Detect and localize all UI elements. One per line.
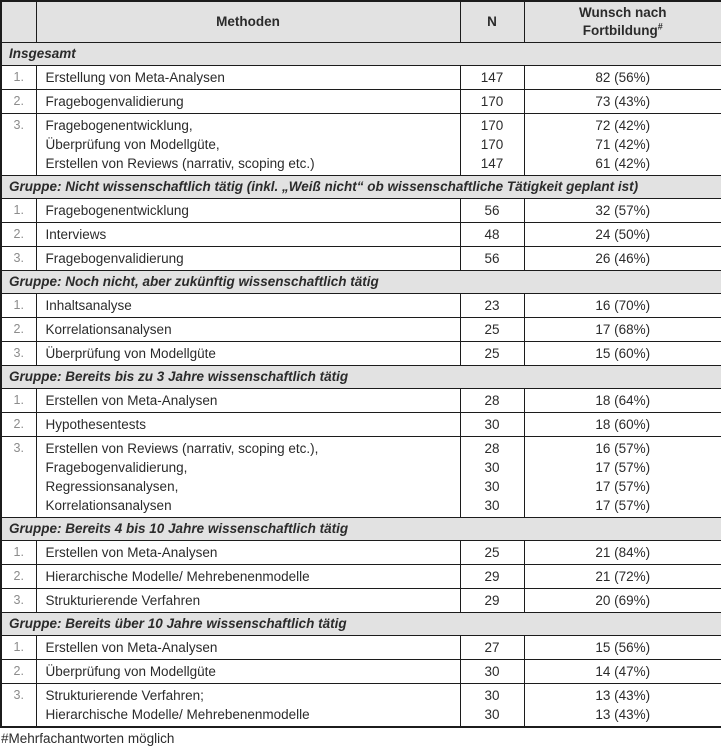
wish-cell-line: 14 (47%) xyxy=(595,664,651,679)
wish-cell-line: 61 (42%) xyxy=(595,156,651,171)
section-title: Gruppe: Nicht wissenschaftlich tätig (inkl. „Weiß nicht“ ob wissenschaftliche Tätigkeit geplant ist) xyxy=(1,176,721,199)
n-cell-line: 30 xyxy=(484,688,500,703)
wish-cell-line: 13 (43%) xyxy=(595,688,651,703)
data-row xyxy=(1,199,721,223)
section-title: Gruppe: Bereits über 10 Jahre wissenschaftlich tätig xyxy=(1,613,721,636)
data-row xyxy=(1,437,721,518)
n-cell xyxy=(460,114,524,176)
n-cell xyxy=(460,565,524,589)
n-cell-line: 30 xyxy=(484,664,500,679)
header-wish-line2: Fortbildung xyxy=(582,23,658,38)
n-cell-line: 170 xyxy=(480,137,504,152)
data-row xyxy=(1,223,721,247)
section-title: Gruppe: Noch nicht, aber zukünftig wissenschaftlich tätig xyxy=(1,271,721,294)
table-body xyxy=(1,43,721,728)
section-header-row xyxy=(1,176,721,199)
rank-cell: 3. xyxy=(1,247,36,271)
methods-cell-line: Erstellung von Meta-Analysen xyxy=(45,70,225,85)
wish-cell-line: 16 (57%) xyxy=(595,441,651,456)
section-header-row xyxy=(1,518,721,541)
wish-cell xyxy=(524,247,721,271)
n-cell-line: 25 xyxy=(484,545,500,560)
methods-cell-line: Fragebogenvalidierung xyxy=(45,251,184,266)
methods-cell-line: Fragebogenvalidierung xyxy=(45,94,184,109)
rank-cell: 3. xyxy=(1,684,36,728)
n-cell-line: 147 xyxy=(480,70,504,85)
data-row xyxy=(1,318,721,342)
wish-cell xyxy=(524,294,721,318)
n-cell-line: 170 xyxy=(480,118,504,133)
wish-cell xyxy=(524,660,721,684)
n-cell-line: 56 xyxy=(484,251,500,266)
n-cell-line: 29 xyxy=(484,569,500,584)
methods-cell-line: Erstellen von Meta-Analysen xyxy=(45,640,218,655)
header-wish-footnote-marker: # xyxy=(657,21,663,32)
wish-cell-line: 71 (42%) xyxy=(595,137,651,152)
n-cell-line: 25 xyxy=(484,346,500,361)
n-cell-line: 147 xyxy=(480,156,504,171)
section-header-row xyxy=(1,43,721,66)
rank-cell: 1. xyxy=(1,541,36,565)
data-row xyxy=(1,565,721,589)
wish-cell-line: 17 (68%) xyxy=(595,322,651,337)
methods-cell-line: Überprüfung von Modellgüte xyxy=(45,664,216,679)
wish-cell-line: 17 (57%) xyxy=(595,498,651,513)
data-row xyxy=(1,541,721,565)
methods-cell xyxy=(36,684,460,728)
n-cell xyxy=(460,199,524,223)
wish-cell-line: 82 (56%) xyxy=(595,70,651,85)
methods-cell xyxy=(36,541,460,565)
wish-cell-line: 18 (64%) xyxy=(595,393,651,408)
wish-cell xyxy=(524,413,721,437)
wish-cell-line: 26 (46%) xyxy=(595,251,651,266)
methods-cell-line: Erstellen von Reviews (narrativ, scoping etc.) xyxy=(45,156,315,171)
methods-cell-line: Hierarchische Modelle/ Mehrebenenmodelle xyxy=(45,707,310,722)
n-cell-line: 30 xyxy=(484,460,500,475)
table-header xyxy=(1,1,721,43)
methods-cell-line: Fragebogenentwicklung, xyxy=(45,118,193,133)
methods-cell-line: Interviews xyxy=(45,227,107,242)
methods-cell xyxy=(36,294,460,318)
data-row xyxy=(1,247,721,271)
methods-cell xyxy=(36,223,460,247)
data-row xyxy=(1,389,721,413)
header-n-cell: N xyxy=(460,1,524,43)
n-cell-line: 29 xyxy=(484,593,500,608)
section-header-row xyxy=(1,271,721,294)
data-row xyxy=(1,90,721,114)
methods-cell-line: Hypothesentests xyxy=(45,417,147,432)
n-cell-line: 30 xyxy=(484,417,500,432)
header-row xyxy=(1,1,721,43)
wish-cell-line: 13 (43%) xyxy=(595,707,651,722)
wish-cell xyxy=(524,114,721,176)
n-cell xyxy=(460,636,524,660)
rank-cell: 2. xyxy=(1,660,36,684)
methods-cell-line: Fragebogenentwicklung xyxy=(45,203,189,218)
n-cell xyxy=(460,66,524,90)
wish-cell-line: 72 (42%) xyxy=(595,118,651,133)
wish-cell-line: 17 (57%) xyxy=(595,460,651,475)
n-cell-line: 170 xyxy=(480,94,504,109)
data-row xyxy=(1,294,721,318)
rank-cell: 1. xyxy=(1,294,36,318)
n-cell-line: 56 xyxy=(484,203,500,218)
wish-cell xyxy=(524,223,721,247)
methods-cell-line: Fragebogenvalidierung, xyxy=(45,460,188,475)
methods-cell-line: Korrelationsanalysen xyxy=(45,498,172,513)
wish-cell xyxy=(524,66,721,90)
n-cell xyxy=(460,589,524,613)
wish-cell xyxy=(524,636,721,660)
rank-cell: 2. xyxy=(1,318,36,342)
header-wish-cell xyxy=(524,1,721,43)
methods-cell xyxy=(36,90,460,114)
methods-cell-line: Erstellen von Meta-Analysen xyxy=(45,545,218,560)
section-header-row xyxy=(1,366,721,389)
rank-cell: 1. xyxy=(1,199,36,223)
data-row xyxy=(1,589,721,613)
wish-cell-line: 21 (72%) xyxy=(595,569,651,584)
data-row xyxy=(1,636,721,660)
rank-cell: 3. xyxy=(1,589,36,613)
methods-cell xyxy=(36,114,460,176)
methods-cell xyxy=(36,413,460,437)
methods-cell xyxy=(36,66,460,90)
data-row xyxy=(1,114,721,176)
methods-cell-line: Regressionsanalysen, xyxy=(45,479,179,494)
data-row xyxy=(1,66,721,90)
wish-cell-line: 17 (57%) xyxy=(595,479,651,494)
wish-cell-line: 15 (56%) xyxy=(595,640,651,655)
wish-cell-line: 16 (70%) xyxy=(595,298,651,313)
wish-cell xyxy=(524,541,721,565)
wish-cell xyxy=(524,565,721,589)
methods-cell-line: Korrelationsanalysen xyxy=(45,322,172,337)
wish-cell xyxy=(524,199,721,223)
wish-cell-line: 20 (69%) xyxy=(595,593,651,608)
n-cell xyxy=(460,223,524,247)
rank-cell: 3. xyxy=(1,342,36,366)
n-cell-line: 25 xyxy=(484,322,500,337)
methods-cell-line: Strukturierende Verfahren; xyxy=(45,688,204,703)
header-rank-cell xyxy=(1,1,36,43)
n-cell xyxy=(460,247,524,271)
wish-cell-line: 21 (84%) xyxy=(595,545,651,560)
methods-cell-line: Hierarchische Modelle/ Mehrebenenmodelle xyxy=(45,569,310,584)
wish-cell-line: 18 (60%) xyxy=(595,417,651,432)
section-title: Insgesamt xyxy=(1,43,721,66)
methods-cell-line: Strukturierende Verfahren xyxy=(45,593,201,608)
section-title: Gruppe: Bereits bis zu 3 Jahre wissenschaftlich tätig xyxy=(1,366,721,389)
n-cell-line: 28 xyxy=(484,441,500,456)
n-cell xyxy=(460,437,524,518)
n-cell-line: 28 xyxy=(484,393,500,408)
table-footnote: #Mehrfachantworten möglich xyxy=(1,731,175,746)
n-cell xyxy=(460,318,524,342)
rank-cell: 2. xyxy=(1,413,36,437)
methods-cell xyxy=(36,589,460,613)
methods-cell xyxy=(36,636,460,660)
wish-cell xyxy=(524,90,721,114)
rank-cell: 2. xyxy=(1,223,36,247)
methods-cell-line: Erstellen von Reviews (narrativ, scoping etc.), xyxy=(45,441,319,456)
wish-cell xyxy=(524,437,721,518)
wish-cell-line: 73 (43%) xyxy=(595,94,651,109)
n-cell-line: 30 xyxy=(484,707,500,722)
n-cell xyxy=(460,684,524,728)
n-cell xyxy=(460,294,524,318)
n-cell-line: 30 xyxy=(484,498,500,513)
methods-cell xyxy=(36,437,460,518)
methods-cell-line: Überprüfung von Modellgüte xyxy=(45,346,216,361)
data-row xyxy=(1,342,721,366)
wish-cell xyxy=(524,389,721,413)
n-cell-line: 23 xyxy=(484,298,500,313)
n-cell xyxy=(460,389,524,413)
rank-cell: 2. xyxy=(1,90,36,114)
rank-cell: 2. xyxy=(1,565,36,589)
n-cell xyxy=(460,541,524,565)
wish-cell xyxy=(524,342,721,366)
rank-cell: 1. xyxy=(1,389,36,413)
n-cell xyxy=(460,90,524,114)
methods-cell xyxy=(36,565,460,589)
n-cell xyxy=(460,660,524,684)
n-cell-line: 30 xyxy=(484,479,500,494)
methods-cell xyxy=(36,342,460,366)
methods-cell-line: Überprüfung von Modellgüte, xyxy=(45,137,220,152)
rank-cell: 3. xyxy=(1,114,36,176)
methods-cell xyxy=(36,389,460,413)
wish-cell xyxy=(524,318,721,342)
rank-cell: 3. xyxy=(1,437,36,518)
data-row xyxy=(1,684,721,728)
wish-cell xyxy=(524,684,721,728)
section-header-row xyxy=(1,613,721,636)
rank-cell: 1. xyxy=(1,636,36,660)
methods-cell-line: Erstellen von Meta-Analysen xyxy=(45,393,218,408)
header-wish-line1: Wunsch nach xyxy=(578,5,667,20)
methods-cell xyxy=(36,247,460,271)
wish-cell-line: 24 (50%) xyxy=(595,227,651,242)
methods-cell xyxy=(36,660,460,684)
methods-cell-line: Inhaltsanalyse xyxy=(45,298,132,313)
wish-cell-line: 32 (57%) xyxy=(595,203,651,218)
n-cell xyxy=(460,413,524,437)
data-row xyxy=(1,413,721,437)
rank-cell: 1. xyxy=(1,66,36,90)
wish-cell xyxy=(524,589,721,613)
methods-cell xyxy=(36,318,460,342)
n-cell-line: 48 xyxy=(484,227,500,242)
n-cell-line: 27 xyxy=(484,640,500,655)
wish-cell-line: 15 (60%) xyxy=(595,346,651,361)
header-methods-cell: Methoden xyxy=(36,1,460,43)
data-row xyxy=(1,660,721,684)
methods-cell xyxy=(36,199,460,223)
section-title: Gruppe: Bereits 4 bis 10 Jahre wissenschaftlich tätig xyxy=(1,518,721,541)
n-cell xyxy=(460,342,524,366)
